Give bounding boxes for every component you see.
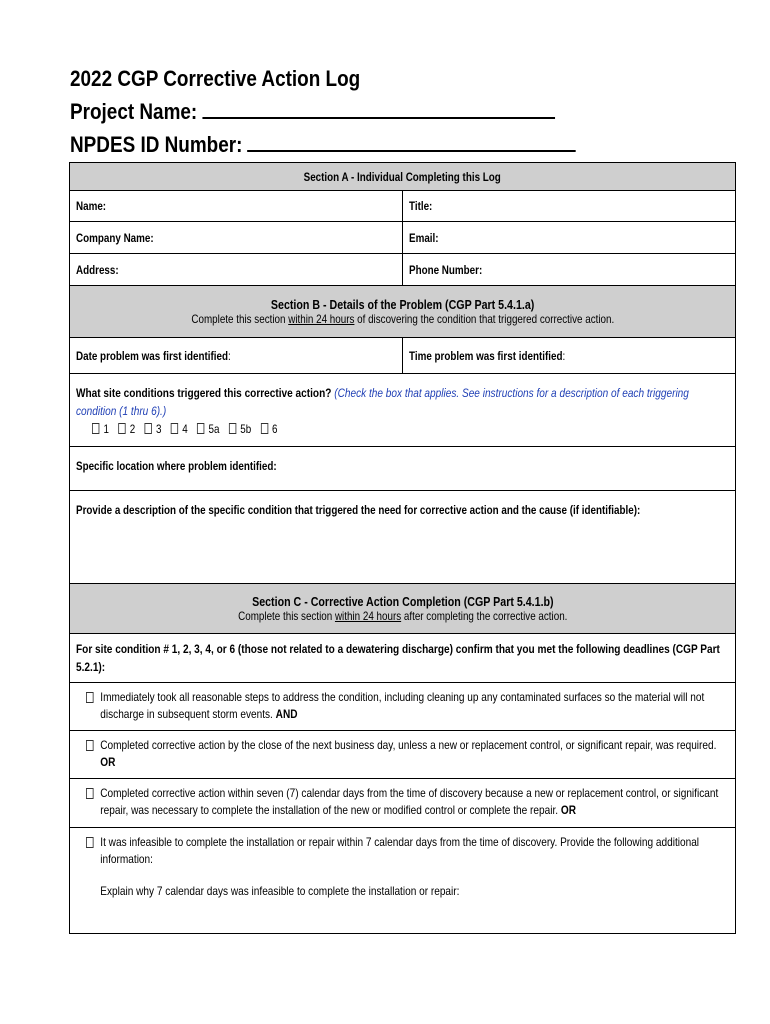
- section-c-heading: Section C - Corrective Action Completion (CGP Part 5.4.1.b) Complete this section within 24 hours after completing the corrective action.: [70, 584, 736, 634]
- phone-number-field[interactable]: Phone Number:: [403, 254, 736, 286]
- checkbox-4[interactable]: [171, 423, 178, 434]
- address-field[interactable]: Address:: [70, 254, 403, 286]
- form-title-block: [70, 62, 658, 161]
- problem-description-field[interactable]: Provide a description of the specific condition that triggered the need for corrective action and the cause (if identifiable):: [70, 491, 736, 584]
- deadline-option-1: Immediately took all reasonable steps to address the condition, including cleaning up any contaminated surfaces so the material will not discharge in subsequent storm events. AND: [70, 683, 736, 731]
- corrective-action-table: [69, 162, 736, 934]
- form-title: 2022 CGP Corrective Action Log: [70, 66, 361, 91]
- deadline-option-3: Completed corrective action within seven (7) calendar days from the time of discovery because a new or replacement control, or significant repair, was necessary to complete the installation of the new or modified control or complete the repair. OR: [70, 779, 736, 828]
- checkbox-1[interactable]: [92, 423, 99, 434]
- project-name-label: Project Name:: [70, 99, 198, 124]
- option-1-checkbox[interactable]: [86, 692, 94, 703]
- section-c-subheading: Complete this section within 24 hours after completing the corrective action.: [237, 609, 568, 623]
- checkbox-5a[interactable]: [197, 423, 204, 434]
- date-identified-field[interactable]: Date problem was first identified:: [70, 338, 403, 374]
- option-4-checkbox[interactable]: [86, 837, 94, 848]
- deadline-option-4: It was infeasible to complete the installation or repair within 7 calendar days from the time of discovery. Provide the following additional information: Explain why 7 calendar days was infeasible to complete the installation or repair:: [70, 828, 736, 934]
- triggering-conditions-cell: [70, 374, 736, 447]
- infeasible-explain-label: Explain why 7 calendar days was infeasible to complete the installation or repair:: [100, 884, 460, 898]
- checkbox-3[interactable]: [145, 423, 152, 434]
- option-3-checkbox[interactable]: [86, 788, 94, 799]
- checkbox-6[interactable]: [261, 423, 268, 434]
- time-identified-field[interactable]: Time problem was first identified:: [403, 338, 736, 374]
- deadline-option-2: Completed corrective action by the close of the next business day, unless a new or replacement control, or significant repair, was required. OR: [70, 731, 736, 779]
- title-field[interactable]: Title:: [403, 191, 736, 222]
- checkbox-2[interactable]: [118, 423, 125, 434]
- deadlines-question-cell: [70, 634, 736, 683]
- project-name-line: [70, 95, 576, 128]
- section-a-heading: Section A - Individual Completing this Log: [70, 163, 736, 191]
- conditions-question: What site conditions triggered this corrective action?: [76, 386, 332, 400]
- npdes-id-blank[interactable]: [248, 128, 577, 152]
- conditions-hint: (Check the box that applies. See instructions for a description of each triggering condition (1 thru 6).): [76, 386, 689, 418]
- section-b-heading: Section B - Details of the Problem (CGP Part 5.4.1.a) Complete this section within 24 hours of discovering the condition that triggered corrective action.: [70, 286, 736, 338]
- option-2-checkbox[interactable]: [86, 740, 94, 751]
- specific-location-field[interactable]: Specific location where problem identified:: [70, 447, 736, 491]
- name-field[interactable]: Name:: [70, 191, 403, 222]
- company-name-field[interactable]: Company Name:: [70, 222, 403, 254]
- section-b-subheading: Complete this section within 24 hours of discovering the condition that triggered corrective action.: [191, 312, 614, 326]
- project-name-blank[interactable]: [202, 95, 555, 119]
- npdes-id-label: NPDES ID Number:: [70, 132, 243, 157]
- deadlines-question: For site condition # 1, 2, 3, 4, or 6 (those not related to a dewatering discharge) confirm that you met the following deadlines (CGP Part 5.2.1):: [76, 642, 720, 674]
- npdes-id-line: [70, 128, 576, 161]
- condition-checkboxes: 1 2 3 4 5a 5b 6: [92, 422, 729, 436]
- email-field[interactable]: Email:: [403, 222, 736, 254]
- checkbox-5b[interactable]: [229, 423, 236, 434]
